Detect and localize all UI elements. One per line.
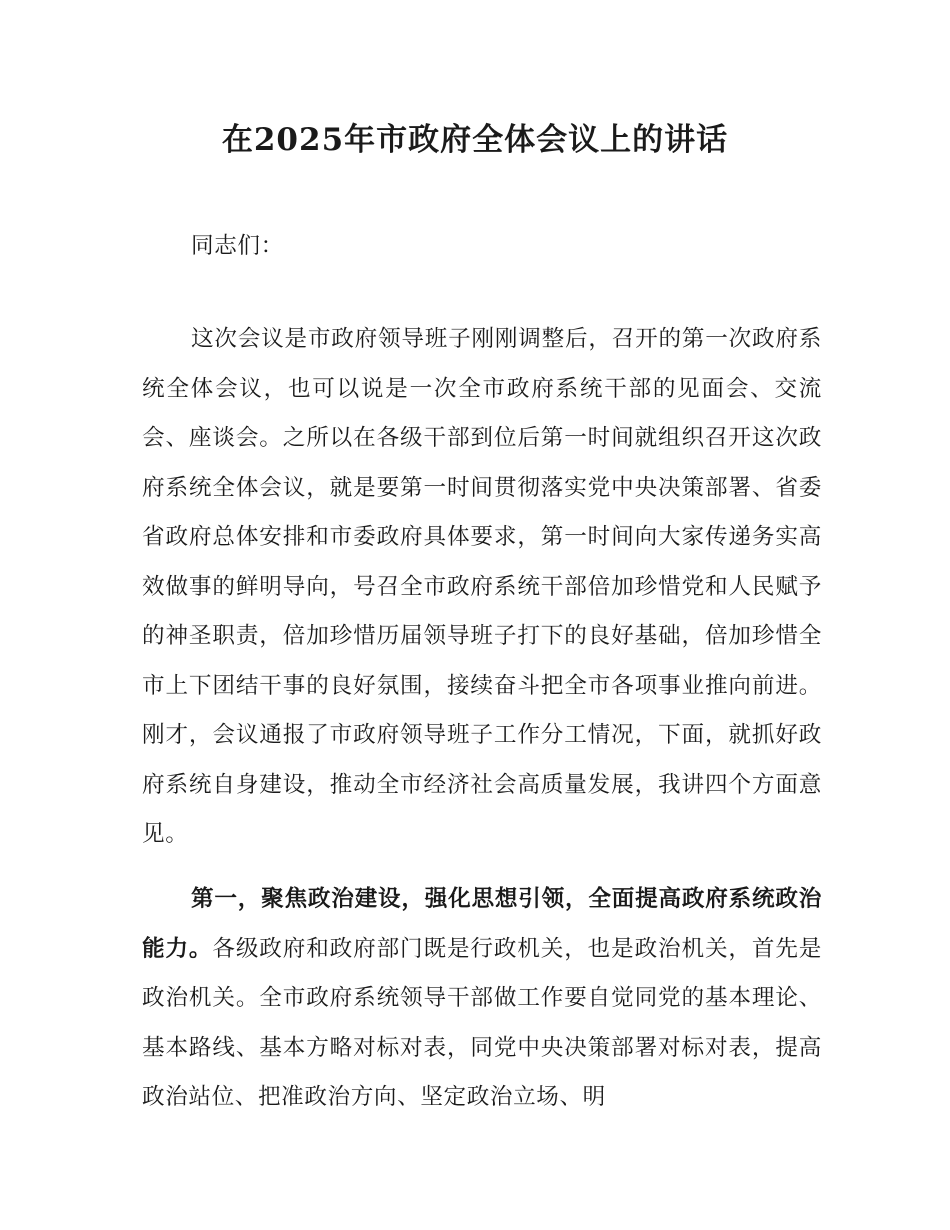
salutation: 同志们： [191,233,284,259]
paragraph-text: 各级政府和政府部门既是行政机关，也是政治机关，首先是政治机关。全市政府系统领导干部做工作要自觉同党的基本理论、基本路线、基本方略对标对表，同党中央决策部署对标对表，提高政治站位、把准政治方向、坚定政治立场、明 [142,935,822,1110]
section-heading: 第一，聚焦政治建设，强化思想引领，全面提高政府系统政治能力。 [142,886,822,962]
paragraph-intro [142,315,822,860]
paragraph-text: 这次会议是市政府领导班子刚刚调整后，召开的第一次政府系统全体会议，也可以说是一次全市政府系统干部的见面会、交流会、座谈会。之所以在各级干部到位后第一时间就组织召开这次政府系统全体会议，就是要第一时间贯彻落实党中央决策部署、省委省政府总体安排和市委政府具体要求，第一时间向大家传递务实高效做事的鲜明导向，号召全市政府系统干部倍加珍惜党和人民赋予的神圣职责，倍加珍惜历届领导班子打下的良好基础，倍加珍惜全市上下团结干事的良好氛围，接续奋斗把全市各项事业推向前进。刚才，会议通报了市政府领导班子工作分工情况，下面，就抓好政府系统自身建设，推动全市经济社会高质量发展，我讲四个方面意见。 [142,326,822,847]
paragraph-section-one [142,875,822,1123]
document-title: 在2025年市政府全体会议上的讲话 [221,122,729,158]
